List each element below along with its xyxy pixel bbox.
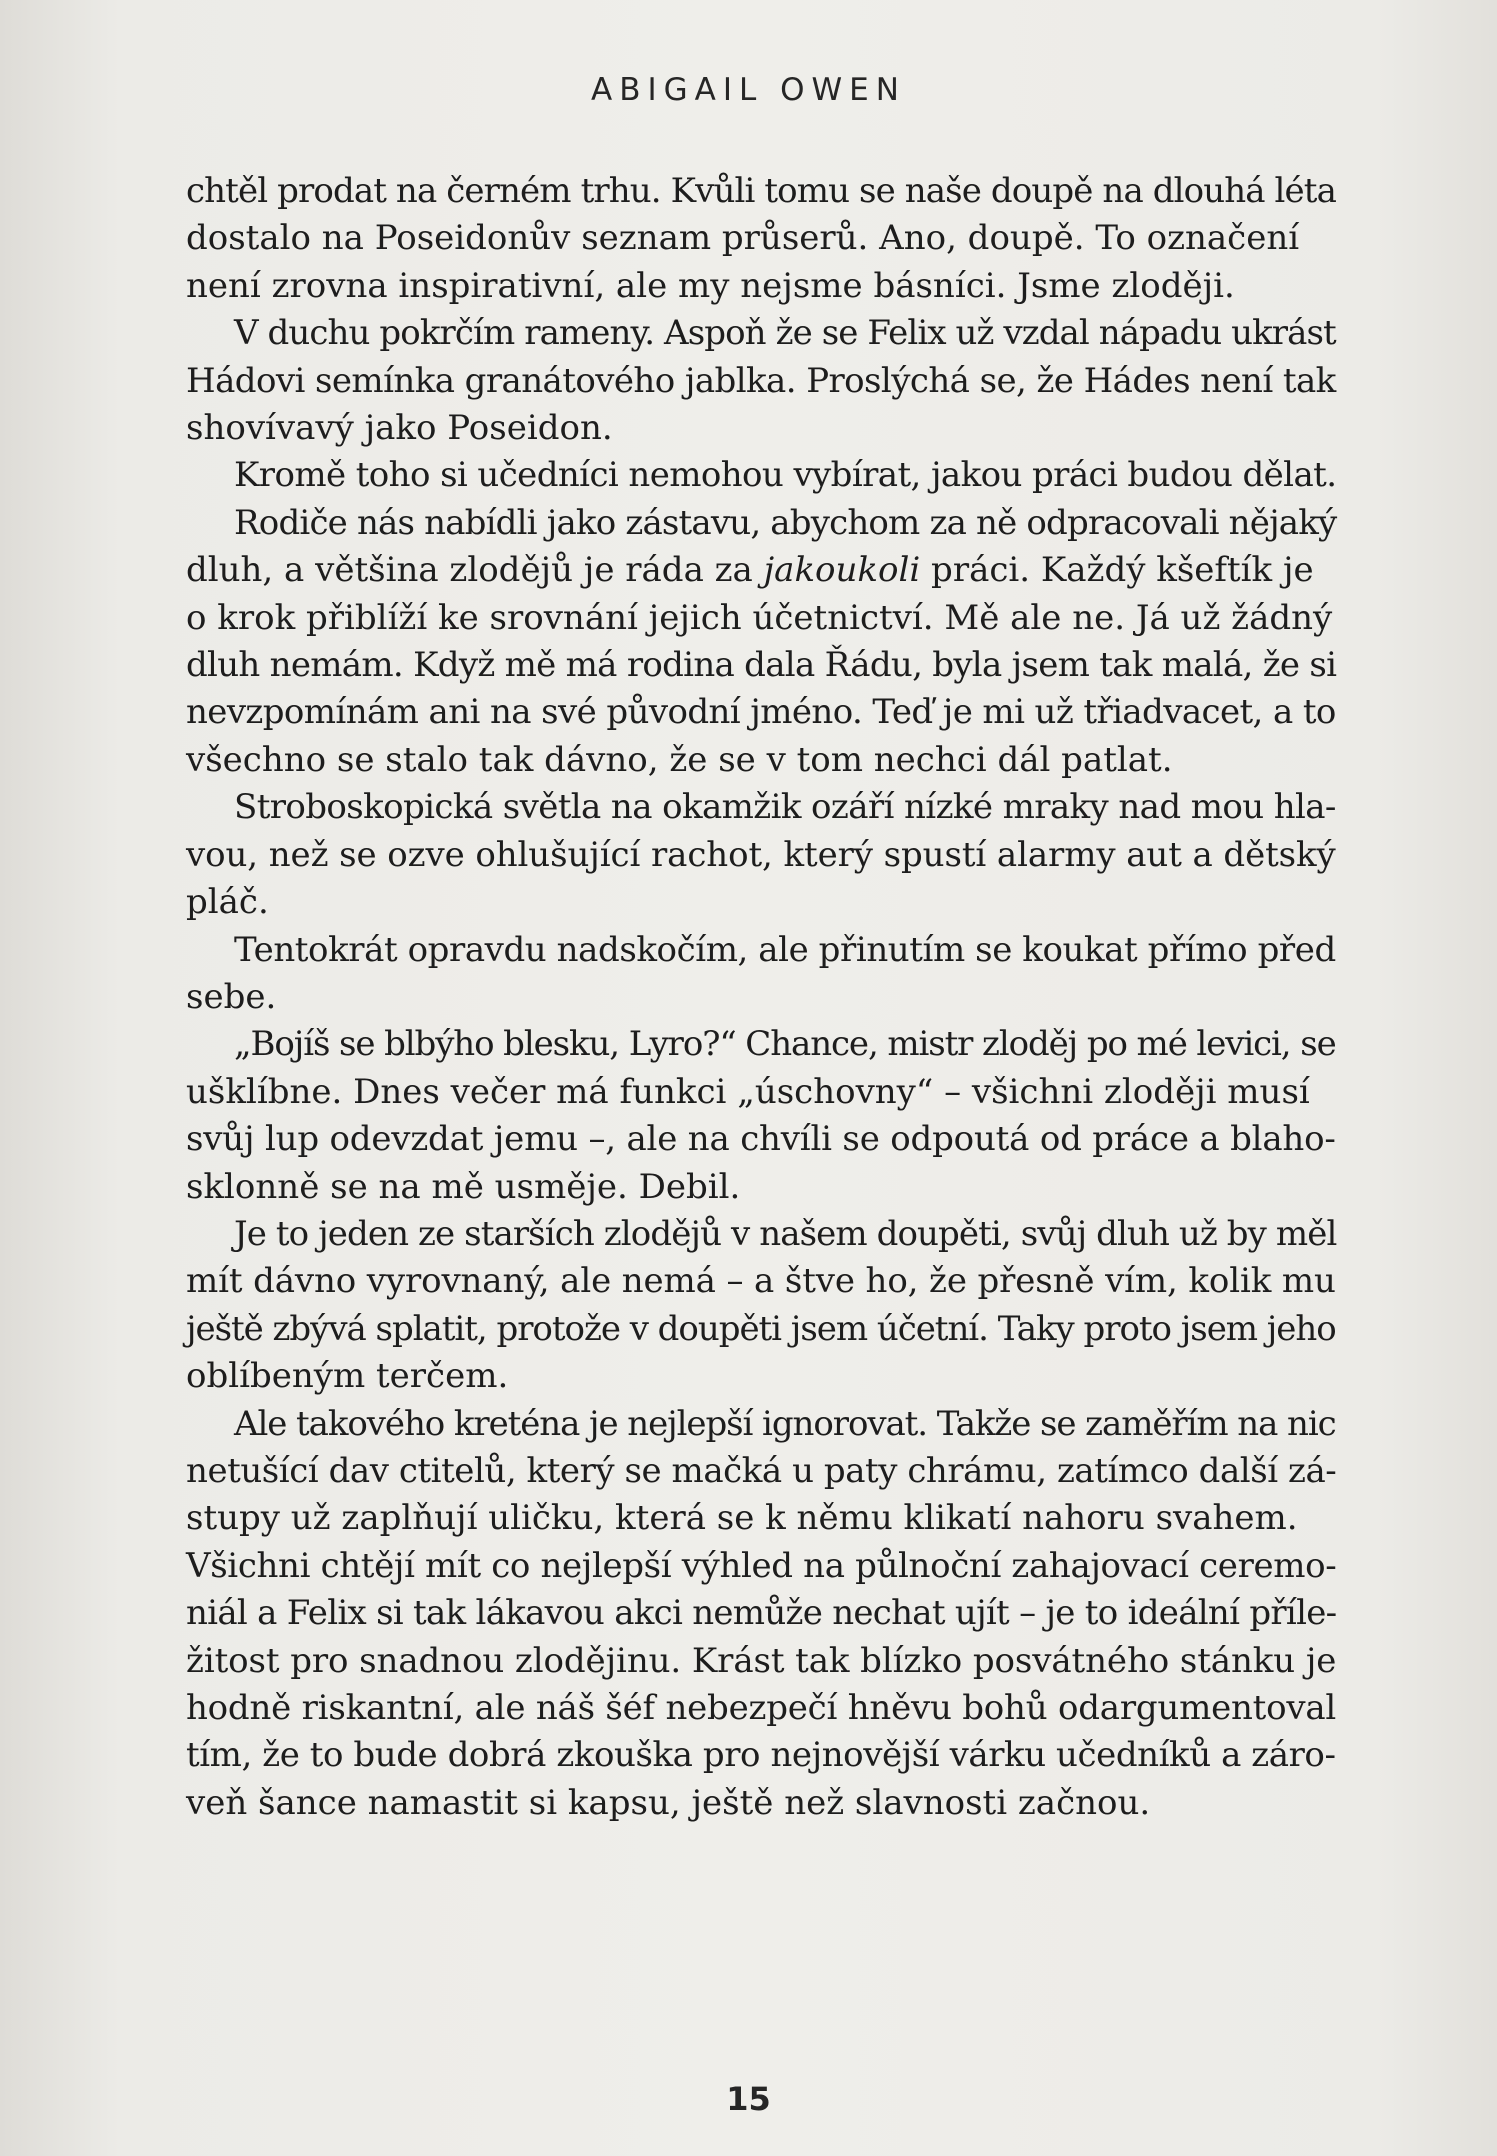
text-segment: dluh, a většina zlodějů je ráda za <box>186 550 764 591</box>
text-line: Kromě toho si učedníci nemohou vybírat, jakou práci budou dělat. <box>234 455 1337 496</box>
text-line: žitost pro snadnou zlodějinu. Krást tak blízko posvátného stánku je <box>186 1640 1337 1681</box>
text-line: všechno se stalo tak dávno, že se v tom nechci dál patlat. <box>186 739 1173 780</box>
text-line: mít dávno vyrovnaný, ale nemá – a štve ho, že přesně vím, kolik mu <box>186 1261 1336 1302</box>
text-line: tím, že to bude dobrá zkouška pro nejnovější várku učedníků a záro- <box>186 1735 1336 1776</box>
text-line: niál a Felix si tak lákavou akci nemůže nechat ujít – je to ideální příle- <box>186 1593 1337 1634</box>
italic-word: jakoukoli <box>763 550 921 591</box>
text-line: dluh nemám. Když mě má rodina dala Řádu, byla jsem tak malá, že si <box>186 645 1337 686</box>
text-line: Rodiče nás nabídli jako zástavu, abychom za ně odpracovali nějaký <box>234 502 1337 543</box>
text-line: netušící dav ctitelů, který se mačká u paty chrámu, zatímco další zá- <box>186 1450 1337 1491</box>
text-line: dostalo na Poseidonův seznam průserů. Ano, doupě. To označení <box>186 218 1300 259</box>
text-segment: práci. Každý kšeftík je <box>920 550 1314 591</box>
text-line: Stroboskopická světla na okamžik ozáří nízké mraky nad mou hla- <box>234 787 1336 828</box>
text-line <box>186 547 1336 594</box>
text-line: oblíbeným terčem. <box>186 1356 509 1397</box>
text-line: není zrovna inspirativní, ale my nejsme básníci. Jsme zloději. <box>186 265 1235 306</box>
text-line: veň šance namastit si kapsu, ještě než slavnosti začnou. <box>186 1782 1151 1823</box>
text-line: Všichni chtějí mít co nejlepší výhled na půlnoční zahajovací ceremo- <box>186 1545 1337 1586</box>
text-line: V duchu pokrčím rameny. Aspoň že se Felix už vzdal nápadu ukrást <box>234 313 1336 354</box>
page-number: 15 <box>726 2080 771 2118</box>
text-line: o krok přiblíží ke srovnání jejich účetnictví. Mě ale ne. Já už žádný <box>186 597 1333 638</box>
text-line: Tentokrát opravdu nadskočím, ale přinutím se koukat přímo před <box>234 929 1336 970</box>
text-line: Ale takového kreténa je nejlepší ignorovat. Takže se zaměřím na nic <box>234 1403 1336 1444</box>
text-line: chtěl prodat na černém trhu. Kvůli tomu se naše doupě na dlouhá léta <box>186 171 1336 211</box>
text-line: ušklíbne. Dnes večer má funkci „úschovny“ – všichni zloději musí <box>186 1071 1310 1112</box>
running-header: ABIGAIL OWEN <box>591 72 906 108</box>
text-line: „Bojíš se blbýho blesku, Lyro?“ Chance, mistr zloděj po mé levici, se <box>234 1024 1336 1065</box>
text-line: Je to jeden ze starších zlodějů v našem doupěti, svůj dluh už by měl <box>234 1213 1337 1254</box>
text-line: sebe. <box>186 976 277 1017</box>
text-line: vou, než se ozve ohlušující rachot, který spustí alarmy aut a dětský <box>186 834 1336 875</box>
text-line: ještě zbývá splatit, protože v doupěti jsem účetní. Taky proto jsem jeho <box>186 1308 1336 1349</box>
text-line: shovívavý jako Poseidon. <box>186 408 613 449</box>
text-line: svůj lup odevzdat jemu –, ale na chvíli se odpoutá od práce a blaho- <box>186 1119 1336 1160</box>
text-line: nevzpomínám ani na své původní jméno. Teď je mi už třiadvacet, a to <box>186 692 1336 733</box>
text-line: stupy už zaplňují uličku, která se k němu klikatí nahoru svahem. <box>186 1498 1298 1539</box>
text-line: Hádovi semínka granátového jablka. Proslýchá se, že Hádes není tak <box>186 360 1336 401</box>
text-line: pláč. <box>186 882 269 923</box>
text-line: sklonně se na mě usměje. Debil. <box>186 1166 741 1207</box>
text-line: hodně riskantní, ale náš šéf nebezpečí hněvu bohů odargumentoval <box>186 1688 1337 1728</box>
body-text <box>186 168 1336 1827</box>
